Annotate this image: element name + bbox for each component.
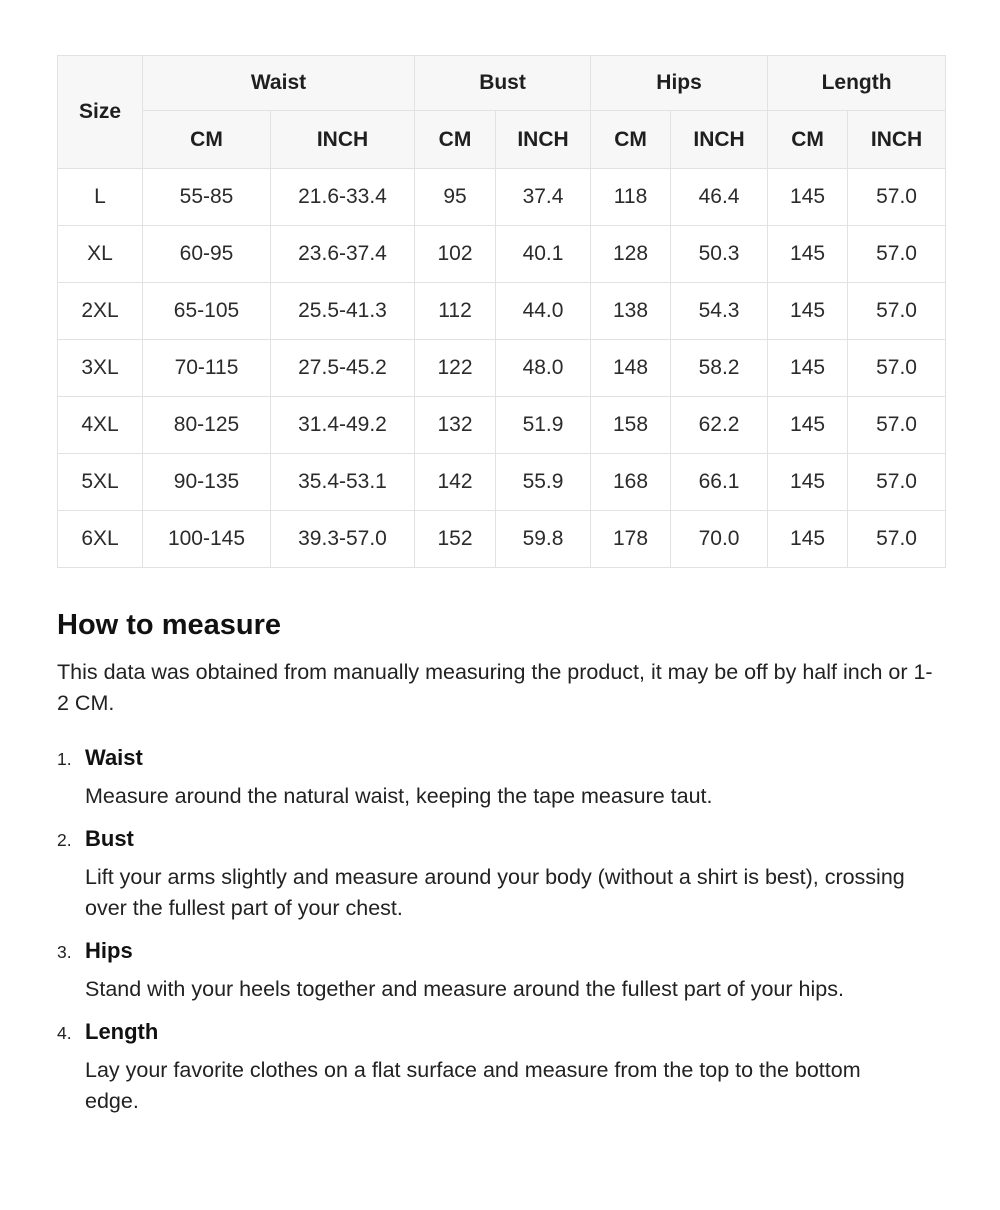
- how-to-measure-title: How to measure: [57, 609, 281, 641]
- measurement-cell: 128: [591, 226, 671, 283]
- measurement-cell: 66.1: [671, 454, 768, 511]
- step-description: Lift your arms slightly and measure around your body (without a shirt is best), crossing over the fullest part of your chest.: [85, 865, 905, 920]
- how-to-measure-intro: This data was obtained from manually measuring the product, it may be off by half inch or 1-2 CM.: [57, 660, 933, 715]
- measurement-cell: 145: [768, 169, 848, 226]
- measurement-cell: 178: [591, 511, 671, 568]
- measurement-cell: 65-105: [143, 283, 271, 340]
- measurement-cell: 37.4: [496, 169, 591, 226]
- measurement-cell: 57.0: [848, 454, 946, 511]
- measurement-cell: 112: [415, 283, 496, 340]
- table-group-header-row: [58, 56, 946, 111]
- step-number: 1.: [57, 749, 72, 769]
- step-heading: [57, 1019, 945, 1045]
- step-term: Hips: [85, 938, 133, 963]
- step-number: 2.: [57, 830, 72, 850]
- measurement-cell: 90-135: [143, 454, 271, 511]
- measurement-cell: 168: [591, 454, 671, 511]
- bust-group-header: Bust: [415, 56, 591, 111]
- step-number: 3.: [57, 942, 72, 962]
- step-heading: [57, 826, 945, 852]
- size-cell: 4XL: [58, 397, 143, 454]
- measurement-cell: 145: [768, 340, 848, 397]
- step-term: Bust: [85, 826, 134, 851]
- measurement-cell: 145: [768, 454, 848, 511]
- table-row: [58, 454, 946, 511]
- measurement-cell: 44.0: [496, 283, 591, 340]
- measurement-cell: 60-95: [143, 226, 271, 283]
- measurement-cell: 55-85: [143, 169, 271, 226]
- measurement-cell: 122: [415, 340, 496, 397]
- unit-header: CM: [415, 111, 496, 169]
- measurement-cell: 35.4-53.1: [271, 454, 415, 511]
- step-term: Waist: [85, 745, 143, 770]
- size-cell: 5XL: [58, 454, 143, 511]
- size-table-body: [58, 169, 946, 568]
- measure-step: [57, 938, 945, 1005]
- measurement-cell: 21.6-33.4: [271, 169, 415, 226]
- measurement-cell: 148: [591, 340, 671, 397]
- unit-header: CM: [143, 111, 271, 169]
- measurement-cell: 62.2: [671, 397, 768, 454]
- measurement-cell: 145: [768, 226, 848, 283]
- table-row: [58, 169, 946, 226]
- measurement-cell: 145: [768, 397, 848, 454]
- measurement-cell: 142: [415, 454, 496, 511]
- unit-header: INCH: [848, 111, 946, 169]
- step-heading: [57, 938, 945, 964]
- table-row: [58, 511, 946, 568]
- measurement-cell: 50.3: [671, 226, 768, 283]
- hips-group-header: Hips: [591, 56, 768, 111]
- measurement-cell: 118: [591, 169, 671, 226]
- measurement-cell: 132: [415, 397, 496, 454]
- table-unit-header-row: [58, 111, 946, 169]
- step-description: Lay your favorite clothes on a flat surface and measure from the top to the bottom edge.: [85, 1058, 861, 1113]
- waist-group-header: Waist: [143, 56, 415, 111]
- measurement-cell: 57.0: [848, 226, 946, 283]
- size-chart-table: [57, 55, 946, 568]
- measurement-cell: 27.5-45.2: [271, 340, 415, 397]
- measurement-cell: 39.3-57.0: [271, 511, 415, 568]
- measurement-cell: 55.9: [496, 454, 591, 511]
- length-group-header: Length: [768, 56, 946, 111]
- measure-step: [57, 1019, 945, 1117]
- table-row: [58, 340, 946, 397]
- measurement-cell: 51.9: [496, 397, 591, 454]
- table-row: [58, 283, 946, 340]
- measure-steps-list: [57, 745, 945, 1117]
- size-cell: XL: [58, 226, 143, 283]
- measurement-cell: 100-145: [143, 511, 271, 568]
- measurement-cell: 54.3: [671, 283, 768, 340]
- unit-header: CM: [591, 111, 671, 169]
- measurement-cell: 57.0: [848, 169, 946, 226]
- measurement-cell: 152: [415, 511, 496, 568]
- size-cell: 2XL: [58, 283, 143, 340]
- unit-header: INCH: [671, 111, 768, 169]
- step-term: Length: [85, 1019, 159, 1044]
- measurement-cell: 95: [415, 169, 496, 226]
- measurement-cell: 40.1: [496, 226, 591, 283]
- measure-step: [57, 745, 945, 812]
- measurement-cell: 25.5-41.3: [271, 283, 415, 340]
- step-number: 4.: [57, 1023, 72, 1043]
- measurement-cell: 145: [768, 283, 848, 340]
- step-description: Stand with your heels together and measure around the fullest part of your hips.: [85, 977, 844, 1001]
- measurement-cell: 70-115: [143, 340, 271, 397]
- measurement-cell: 23.6-37.4: [271, 226, 415, 283]
- measurement-cell: 57.0: [848, 511, 946, 568]
- unit-header: CM: [768, 111, 848, 169]
- unit-header: INCH: [496, 111, 591, 169]
- measure-step: [57, 826, 945, 924]
- step-heading: [57, 745, 945, 771]
- measurement-cell: 57.0: [848, 283, 946, 340]
- unit-header: INCH: [271, 111, 415, 169]
- measurement-cell: 59.8: [496, 511, 591, 568]
- table-row: [58, 226, 946, 283]
- measurement-cell: 145: [768, 511, 848, 568]
- size-cell: 3XL: [58, 340, 143, 397]
- step-description: Measure around the natural waist, keeping the tape measure taut.: [85, 784, 713, 808]
- measurement-cell: 58.2: [671, 340, 768, 397]
- measurement-cell: 102: [415, 226, 496, 283]
- size-column-header: Size: [58, 56, 143, 169]
- measurement-cell: 70.0: [671, 511, 768, 568]
- size-cell: L: [58, 169, 143, 226]
- measurement-cell: 158: [591, 397, 671, 454]
- table-row: [58, 397, 946, 454]
- size-cell: 6XL: [58, 511, 143, 568]
- measurement-cell: 57.0: [848, 397, 946, 454]
- measurement-cell: 48.0: [496, 340, 591, 397]
- measurement-cell: 46.4: [671, 169, 768, 226]
- measurement-cell: 138: [591, 283, 671, 340]
- measurement-cell: 57.0: [848, 340, 946, 397]
- measurement-cell: 80-125: [143, 397, 271, 454]
- measurement-cell: 31.4-49.2: [271, 397, 415, 454]
